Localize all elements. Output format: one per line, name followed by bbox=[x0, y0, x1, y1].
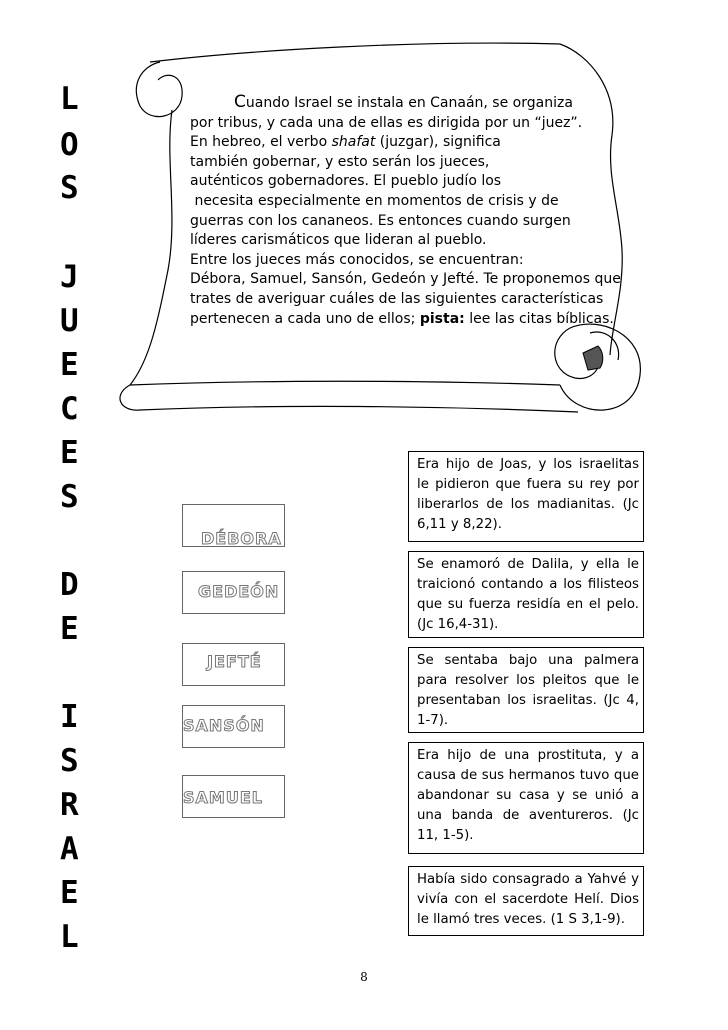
clue-box bbox=[408, 742, 644, 854]
title-letter: A bbox=[60, 831, 79, 867]
intro-line: por tribus, y cada una de ellas es dirigida por un “juez”. bbox=[190, 114, 583, 131]
name-label: GEDEÓN bbox=[198, 582, 280, 601]
name-box-sanson bbox=[182, 705, 285, 748]
intro-line: también gobernar, y esto serán los jueces, bbox=[190, 153, 490, 170]
intro-line: lee las citas bíblicas. bbox=[464, 310, 614, 327]
title-letter: L bbox=[60, 919, 79, 955]
name-box-gedeon bbox=[182, 571, 285, 614]
title-letter: O bbox=[60, 127, 79, 163]
title-letter: D bbox=[60, 567, 79, 603]
title-letter: U bbox=[60, 303, 79, 339]
intro-text: Cuando Israel se instala en Canaán, se organiza por tribus, y cada una de ellas es dirigida por un “juez”. En hebreo, el verbo shafat (juzgar), significa también gobernar, y esto serán los jueces, auténticos gobernadores. El pueblo judío los necesita especialmente en momentos de crisis y de guerras con los cananeos. Es entonces cuando surgen líderes carismáticos que lideran al pueblo. Entre los jueces más conocidos, se encuentran: Débora, Samuel, Sansón, Gedeón y Jefté. Te proponemos que trates de averiguar cuáles de las siguientes características pertenecen a cada uno de ellos; pista: lee las citas bíblicas. bbox=[190, 93, 630, 329]
title-letter: C bbox=[60, 391, 79, 427]
title-letter: J bbox=[60, 259, 79, 295]
name-label: JEFTÉ bbox=[207, 652, 262, 671]
title-letter: E bbox=[60, 347, 79, 383]
clue-text: Se sentaba bajo una palmera para resolver los pleitos que le presentaban los israelitas. (Jc 4, 1-7). bbox=[417, 653, 639, 728]
title-letter: R bbox=[60, 787, 79, 823]
clue-text: Era hijo de Joas, y los israelitas le pidieron que fuera su rey por liberarlos de los madianitas. (Jc 6,11 y 8,22). bbox=[417, 457, 639, 532]
name-box-debora bbox=[182, 504, 285, 547]
intro-line: auténticos gobernadores. El pueblo judío los bbox=[190, 173, 502, 190]
page-number: 8 bbox=[360, 970, 368, 984]
name-label: DÉBORA bbox=[201, 529, 282, 548]
title-letter: E bbox=[60, 435, 79, 471]
clue-box bbox=[408, 647, 644, 733]
clue-box bbox=[408, 551, 644, 638]
intro-line-rest: uando Israel se instala en Canaán, se organiza bbox=[245, 95, 573, 111]
intro-line: Entre los jueces más conocidos, se encuentran: bbox=[190, 251, 524, 268]
intro-line: (juzgar), significa bbox=[375, 134, 501, 151]
title-letter: S bbox=[60, 170, 79, 206]
title-letter: L bbox=[60, 81, 79, 117]
name-label: SANSÓN bbox=[183, 716, 265, 735]
clue-text: Era hijo de una prostituta, y a causa de sus hermanos tuvo que abandonar su casa y se unió a una banda de aventureros. (Jc 11, 1-5). bbox=[417, 748, 639, 843]
hint-label: pista: bbox=[419, 310, 465, 327]
intro-line: trates de averiguar cuáles de las siguientes características bbox=[190, 290, 604, 307]
intro-line: Débora, Samuel, Sansón, Gedeón y Jefté. Te proponemos que bbox=[190, 271, 621, 288]
title-letter: E bbox=[60, 875, 79, 911]
title-letter: S bbox=[60, 479, 79, 515]
clue-text: Había sido consagrado a Yahvé y vivía con el sacerdote Helí. Dios le llamó tres veces. (1 S 3,1-9). bbox=[417, 872, 639, 927]
clue-box bbox=[408, 866, 644, 936]
intro-line: pertenecen a cada uno de ellos; bbox=[190, 310, 420, 327]
title-letter: I bbox=[60, 699, 79, 735]
clue-box bbox=[408, 451, 644, 542]
name-box-jefte bbox=[182, 643, 285, 686]
intro-line: guerras con los cananeos. Es entonces cuando surgen bbox=[190, 212, 571, 229]
intro-emphasis: shafat bbox=[331, 134, 376, 151]
clue-text: Se enamoró de Dalila, y ella le traicionó contando a los filisteos que su fuerza residía en el pelo. (Jc 16,4-31). bbox=[417, 557, 639, 632]
title-letter: E bbox=[60, 611, 79, 647]
intro-line: En hebreo, el verbo bbox=[190, 134, 332, 151]
intro-line: líderes carismáticos que lideran al pueblo. bbox=[190, 232, 487, 249]
intro-line: necesita especialmente en momentos de crisis y de bbox=[190, 192, 559, 209]
title-letter: S bbox=[60, 743, 79, 779]
name-label: SAMUEL bbox=[183, 788, 263, 807]
name-box-samuel bbox=[182, 775, 285, 818]
